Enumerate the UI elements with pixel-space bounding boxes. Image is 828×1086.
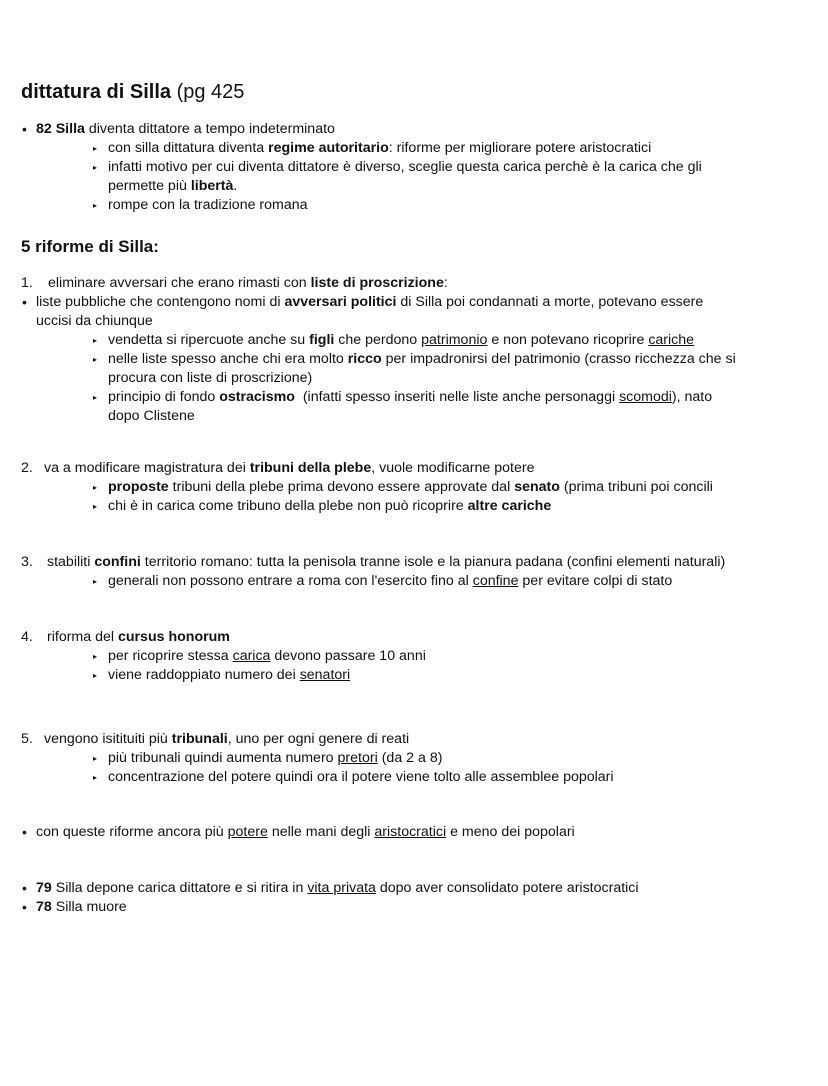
reform-5-subitem: concentrazione del potere quindi ora il potere viene tolto alle assemblee popolari	[108, 769, 614, 785]
list-number: 5.	[21, 731, 33, 747]
bullet-icon: •	[22, 899, 27, 915]
triangle-bullet-icon: ▸	[93, 144, 98, 153]
reform-1-subitem: principio di fondo ostracismo (infatti spesso inseriti nelle liste anche personaggi scomodi), nato	[108, 389, 713, 405]
reform-3: stabiliti confini territorio romano: tutta la penisola tranne isole e la pianura padana (confini elementi naturali)	[47, 554, 726, 570]
year-79-bullet: 79 Silla depone carica dittatore e si ritira in vita privata dopo aver consolidato potere aristocratici	[36, 880, 639, 896]
intro-bullet: 82 Silla diventa dittatore a tempo indeterminato	[36, 121, 335, 137]
reform-4-subitem: viene raddoppiato numero dei senatori	[108, 667, 351, 683]
reform-1-subitem-continued: dopo Clistene	[108, 408, 195, 424]
triangle-bullet-icon: ▸	[93, 671, 98, 680]
list-number: 1.	[21, 275, 33, 291]
summary-bullet: con queste riforme ancora più potere nelle mani degli aristocratici e meno dei popolari	[36, 824, 575, 840]
triangle-bullet-icon: ▸	[93, 502, 98, 511]
reform-2: va a modificare magistratura dei tribuni della plebe, vuole modificarne potere	[44, 460, 535, 476]
bullet-icon: •	[22, 824, 27, 840]
triangle-bullet-icon: ▸	[93, 754, 98, 763]
reform-5: vengono isitituiti più tribunali, uno per ogni genere di reati	[44, 731, 410, 747]
list-number: 4.	[21, 629, 33, 645]
reform-1: eliminare avversari che erano rimasti con liste di proscrizione:	[48, 275, 448, 291]
triangle-bullet-icon: ▸	[93, 393, 98, 402]
list-number: 2.	[21, 460, 33, 476]
triangle-bullet-icon: ▸	[93, 483, 98, 492]
triangle-bullet-icon: ▸	[93, 201, 98, 210]
reform-1-bullet: liste pubbliche che contengono nomi di avversari politici di Silla poi condannati a morte, potevano essere	[36, 294, 704, 310]
reform-1-bullet-continued: uccisi da chiunque	[36, 313, 153, 329]
bullet-icon: •	[22, 880, 27, 896]
triangle-bullet-icon: ▸	[93, 577, 98, 586]
triangle-bullet-icon: ▸	[93, 773, 98, 782]
list-number: 3.	[21, 554, 33, 570]
reform-1-subitem: nelle liste spesso anche chi era molto ricco per impadronirsi del patrimonio (crasso ricchezza che si	[108, 351, 736, 367]
triangle-bullet-icon: ▸	[93, 355, 98, 364]
reform-4-subitem: per ricoprire stessa carica devono passare 10 anni	[108, 648, 426, 664]
section-heading: 5 riforme di Silla:	[21, 237, 159, 256]
reform-4: riforma del cursus honorum	[47, 629, 230, 645]
page-title: dittatura di Silla (pg 425	[21, 81, 245, 103]
triangle-bullet-icon: ▸	[93, 336, 98, 345]
reform-3-subitem: generali non possono entrare a roma con l'esercito fino al confine per evitare colpi di stato	[108, 573, 673, 589]
bullet-icon: •	[22, 121, 27, 137]
reform-1-subitem: vendetta si ripercuote anche su figli che perdono patrimonio e non potevano ricoprire cariche	[108, 332, 695, 348]
intro-subitem: con silla dittatura diventa regime autoritario: riforme per migliorare potere aristocratici	[108, 140, 652, 156]
bullet-icon: •	[22, 294, 27, 310]
intro-subitem: rompe con la tradizione romana	[108, 197, 308, 213]
intro-subitem: infatti motivo per cui diventa dittatore è diverso, sceglie questa carica perchè è la carica che gli	[108, 159, 702, 175]
intro-subitem-continued: permette più libertà.	[108, 178, 238, 194]
reform-2-subitem: chi è in carica come tribuno della plebe non può ricoprire altre cariche	[108, 498, 552, 514]
triangle-bullet-icon: ▸	[93, 163, 98, 172]
reform-2-subitem: proposte tribuni della plebe prima devono essere approvate dal senato (prima tribuni poi concili	[108, 479, 713, 495]
year-78-bullet: 78 Silla muore	[36, 899, 127, 915]
reform-1-subitem-continued: procura con liste di proscrizione)	[108, 370, 313, 386]
reform-5-subitem: più tribunali quindi aumenta numero pretori (da 2 a 8)	[108, 750, 443, 766]
triangle-bullet-icon: ▸	[93, 652, 98, 661]
